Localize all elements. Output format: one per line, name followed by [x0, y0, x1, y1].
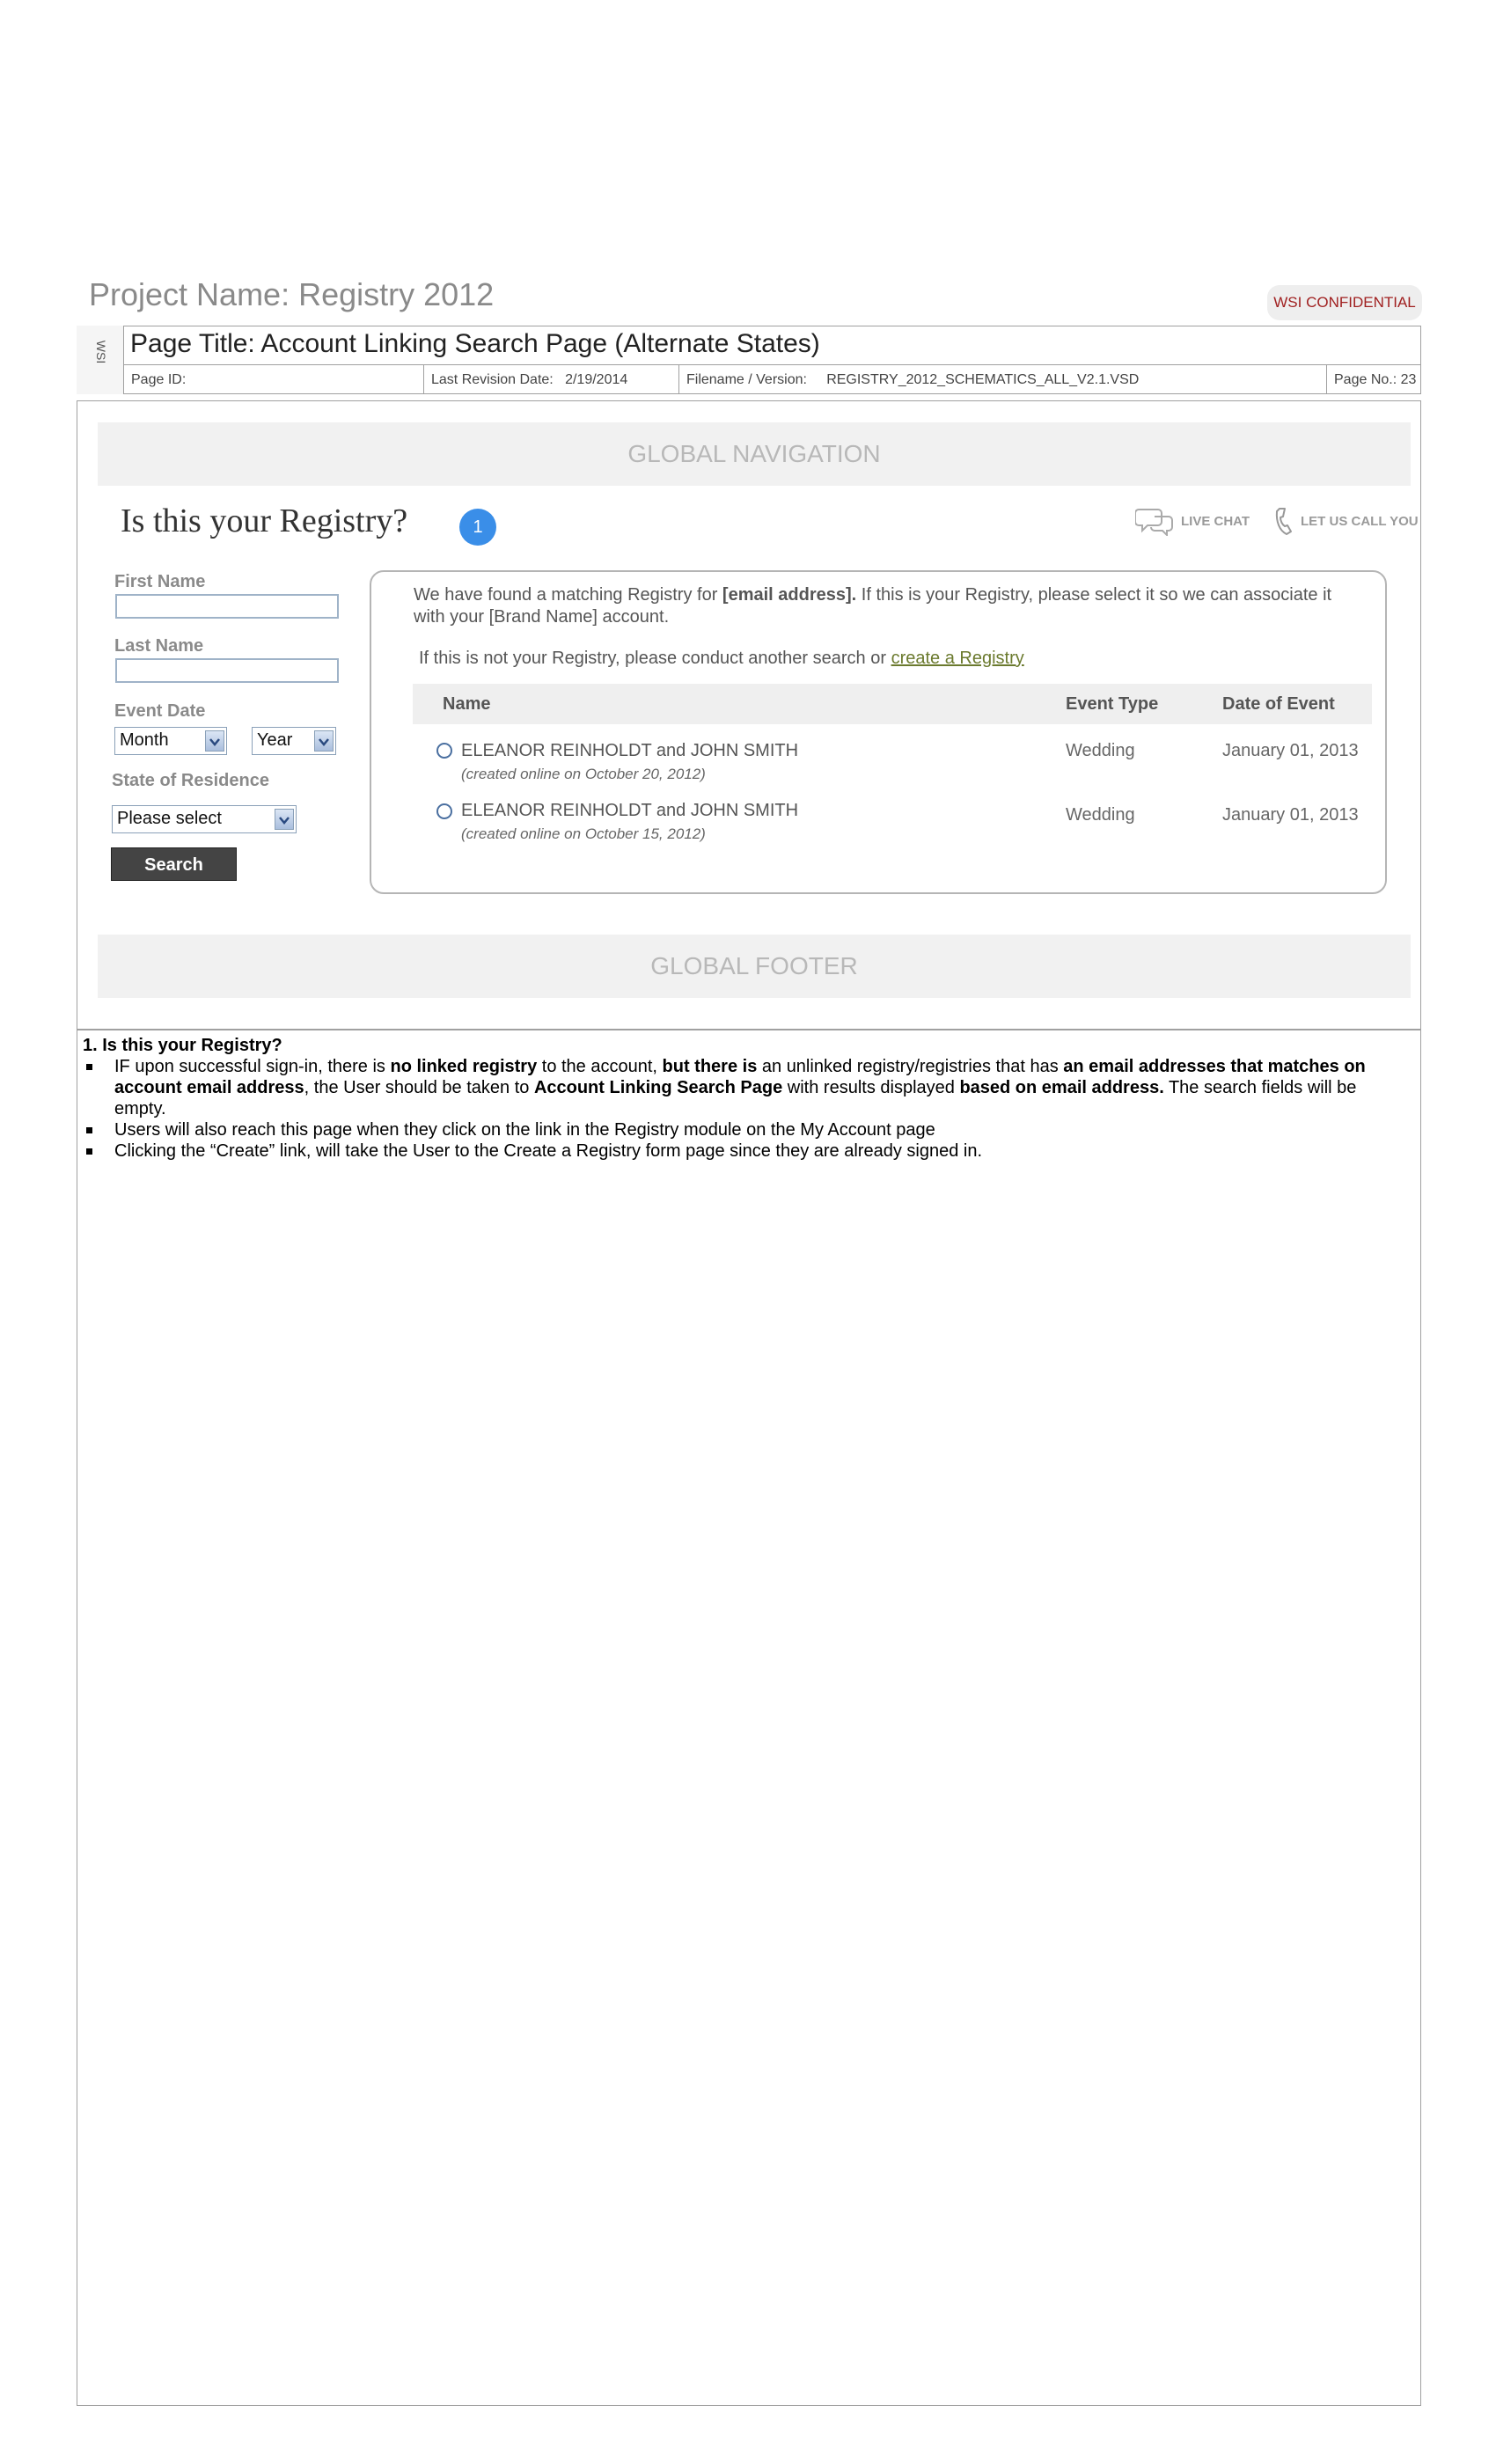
live-chat-label: LIVE CHAT	[1181, 513, 1250, 529]
create-registry-link[interactable]: create a Registry	[891, 649, 1024, 668]
note-bullet-3: Clicking the “Create” link, will take the User to the Create a Registry form page since they are already signed in.	[83, 1140, 1403, 1162]
annotation-notes	[83, 1035, 1403, 1162]
project-title: Project Name: Registry 2012	[89, 276, 495, 312]
not-yours-message	[419, 649, 1024, 669]
year-select[interactable]	[252, 727, 336, 755]
search-button[interactable]: Search	[111, 847, 237, 881]
note-bullet-1-segment: an email addresses that matches on account email address	[114, 1057, 1366, 1097]
chat-bubble-icon	[1135, 506, 1174, 536]
page-id-cell	[124, 365, 423, 394]
column-header-name: Name	[443, 694, 491, 714]
note-bullet-1-segment: based on email address.	[959, 1078, 1164, 1097]
annotation-badge: 1	[459, 509, 496, 546]
results-table-header	[413, 684, 1372, 724]
page-number-label: Page No.:	[1334, 372, 1397, 387]
registry-event-type-2: Wedding	[1066, 805, 1135, 825]
note-bullet-1-segment: to the account,	[537, 1057, 663, 1076]
last-revision-cell	[423, 365, 678, 394]
note-bullet-1-segment: , the User should be taken to	[304, 1078, 534, 1097]
registry-created-2: (created online on October 15, 2012)	[461, 825, 706, 842]
last-name-input[interactable]	[115, 658, 339, 683]
registry-heading: Is this your Registry?	[121, 502, 408, 539]
match-message-prefix: We have found a matching Registry for	[414, 585, 722, 605]
page-number-cell	[1326, 365, 1421, 394]
filename-cell	[678, 365, 1330, 394]
column-header-event-type: Event Type	[1066, 694, 1159, 714]
last-revision-label: Last Revision Date:	[431, 372, 554, 387]
match-message	[414, 584, 1364, 628]
confidential-badge: WSI CONFIDENTIAL	[1267, 285, 1422, 320]
global-navigation[interactable]: GLOBAL NAVIGATION	[98, 422, 1411, 486]
notes-heading: 1. Is this your Registry?	[83, 1036, 282, 1055]
registry-created-1: (created online on October 20, 2012)	[461, 766, 706, 782]
registry-radio-2[interactable]	[436, 803, 452, 819]
side-label-cell	[77, 326, 124, 394]
last-revision-value: 2/19/2014	[565, 372, 628, 387]
match-message-suffix: If this is your Registry, please select it so we can associate it with your [Brand Name] account.	[414, 585, 1332, 627]
state-label: State of Residence	[112, 771, 269, 790]
live-chat-link[interactable]	[1135, 503, 1250, 539]
not-yours-prefix: If this is not your Registry, please conduct another search or	[419, 649, 891, 668]
page-title: Page Title: Account Linking Search Page (Alternate States)	[130, 329, 820, 358]
side-label: WSI	[94, 340, 108, 364]
registry-name-2: ELEANOR REINHOLDT and JOHN SMITH	[461, 801, 799, 820]
page-number-value: 23	[1400, 372, 1417, 387]
call-us-label: LET US CALL YOU	[1301, 513, 1419, 529]
month-select[interactable]	[114, 727, 227, 755]
call-us-link[interactable]	[1274, 503, 1419, 539]
phone-icon	[1274, 506, 1294, 536]
global-footer[interactable]: GLOBAL FOOTER	[98, 935, 1411, 998]
registry-radio-1[interactable]	[436, 743, 452, 759]
registry-event-type-1: Wedding	[1066, 741, 1135, 760]
metadata-row	[124, 364, 1421, 394]
registry-name-1: ELEANOR REINHOLDT and JOHN SMITH	[461, 741, 799, 760]
chevron-down-icon	[275, 809, 294, 830]
month-select-value: Month	[120, 730, 169, 750]
note-bullet-1-segment: but there is	[662, 1057, 758, 1076]
last-name-label: Last Name	[114, 636, 204, 656]
match-message-email: [email address].	[722, 585, 857, 605]
note-bullet-1-segment: with results displayed	[782, 1078, 960, 1097]
page-id-label: Page ID:	[131, 372, 187, 387]
note-bullet-1-segment: no linked registry	[390, 1057, 538, 1076]
chevron-down-icon	[205, 730, 224, 752]
filename-value: REGISTRY_2012_SCHEMATICS_ALL_V2.1.VSD	[826, 372, 1140, 387]
notes-frame	[77, 1030, 1421, 2406]
registry-date-2: January 01, 2013	[1222, 805, 1359, 825]
note-bullet-1-segment: IF upon successful sign-in, there is	[114, 1057, 391, 1076]
chevron-down-icon	[314, 730, 334, 752]
event-date-label: Event Date	[114, 701, 206, 721]
registry-date-1: January 01, 2013	[1222, 741, 1359, 760]
note-bullet-2: Users will also reach this page when they click on the link in the Registry module on the My Account page	[83, 1119, 1403, 1140]
first-name-label: First Name	[114, 572, 206, 591]
note-bullet-1-segment: The search fields will be empty.	[114, 1078, 1357, 1118]
state-select-value: Please select	[117, 809, 222, 828]
column-header-date: Date of Event	[1222, 694, 1335, 714]
first-name-input[interactable]	[115, 594, 339, 619]
year-select-value: Year	[257, 730, 293, 750]
note-bullet-1-segment: an unlinked registry/registries that has	[757, 1057, 1064, 1076]
note-bullet-1	[83, 1056, 1403, 1119]
state-select[interactable]	[112, 805, 297, 833]
note-bullet-1-segment: Account Linking Search Page	[533, 1078, 783, 1097]
filename-label: Filename / Version:	[686, 372, 807, 387]
